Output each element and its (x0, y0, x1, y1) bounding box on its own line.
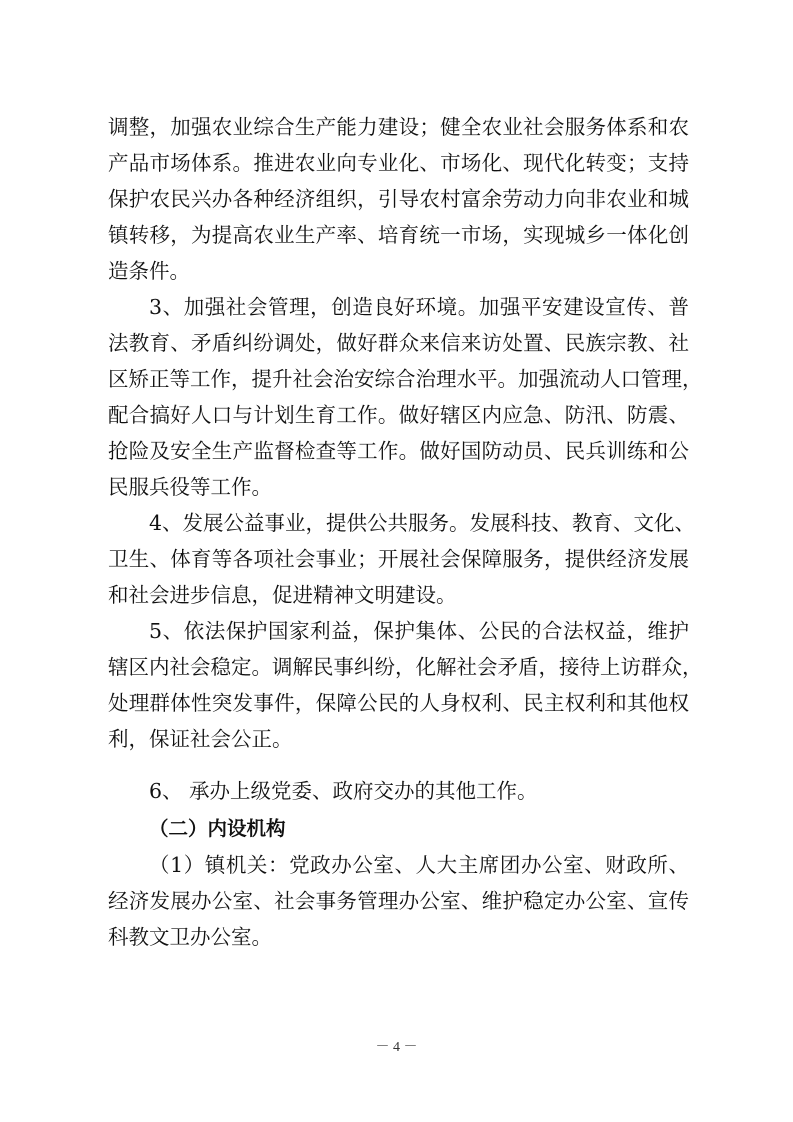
text-line (0, 110, 793, 144)
text-line (0, 686, 793, 720)
section-heading-text: （二）内设机构 (149, 817, 286, 840)
paragraph-first-line (0, 774, 793, 808)
text-line (0, 146, 793, 180)
text-line-content: 调整，加强农业综合生产能力建设；健全农业社会服务体系和农 (108, 115, 689, 139)
text-line-content: 民服兵役等工作。 (108, 475, 272, 499)
text-line (0, 362, 793, 396)
page-number: － 4 － (375, 1040, 418, 1055)
text-line-content: 区矫正等工作，提升社会治安综合治理水平。加强流动人口管理， (108, 367, 703, 391)
text-line-content: 利，保证社会公正。 (108, 727, 293, 751)
section-heading (0, 812, 793, 846)
text-line (0, 722, 793, 756)
text-line-content: 辖区内社会稳定。调解民事纠纷，化解社会矛盾，接待上访群众， (108, 655, 703, 679)
text-line (0, 884, 793, 918)
paragraph-first-line (0, 614, 793, 648)
text-line-content: 科教文卫办公室。 (108, 925, 272, 949)
text-line (0, 470, 793, 504)
text-line (0, 254, 793, 288)
text-line (0, 398, 793, 432)
text-line (0, 182, 793, 216)
text-line-content: 6、 承办上级党委、政府交办的其他工作。 (149, 779, 538, 803)
text-line-content: 卫生、体育等各项社会事业；开展社会保障服务，提供经济发展 (108, 547, 689, 571)
paragraph-first-line (0, 848, 793, 882)
text-line-content: 和社会进步信息，促进精神文明建设。 (108, 583, 457, 607)
text-line (0, 542, 793, 576)
text-line (0, 326, 793, 360)
text-line (0, 578, 793, 612)
text-line-content: 3、加强社会管理，创造良好环境。加强平安建设宣传、普 (149, 295, 689, 319)
text-line (0, 650, 793, 684)
text-line (0, 218, 793, 252)
text-line-content: 处理群体性突发事件，保障公民的人身权利、民主权利和其他权 (108, 691, 689, 715)
text-line (0, 434, 793, 468)
text-line-content: 5、依法保护国家利益，保护集体、公民的合法权益，维护 (149, 619, 689, 643)
text-line-content: 配合搞好人口与计划生育工作。做好辖区内应急、防汛、防震、 (108, 403, 689, 427)
text-line-content: 经济发展办公室、社会事务管理办公室、维护稳定办公室、宣传 (108, 889, 689, 913)
text-line-content: 4、发展公益事业，提供公共服务。发展科技、教育、文化、 (149, 511, 696, 535)
text-line-content: 镇转移，为提高农业生产率、培育统一市场，实现城乡一体化创 (108, 223, 689, 247)
text-line-content: 保护农民兴办各种经济组织，引导农村富余劳动力向非农业和城 (108, 187, 689, 211)
paragraph-first-line (0, 506, 793, 540)
text-line-content: （1）镇机关：党政办公室、人大主席团办公室、财政所、 (149, 853, 689, 877)
text-line-content: 产品市场体系。推进农业向专业化、市场化、现代化转变；支持 (108, 151, 689, 175)
text-line-content: 法教育、矛盾纠纷调处，做好群众来信来访处置、民族宗教、社 (108, 331, 689, 355)
text-line-content: 造条件。 (108, 259, 190, 283)
paragraph-first-line (0, 290, 793, 324)
text-line-content: 抢险及安全生产监督检查等工作。做好国防动员、民兵训练和公 (108, 439, 689, 463)
text-line (0, 920, 793, 954)
